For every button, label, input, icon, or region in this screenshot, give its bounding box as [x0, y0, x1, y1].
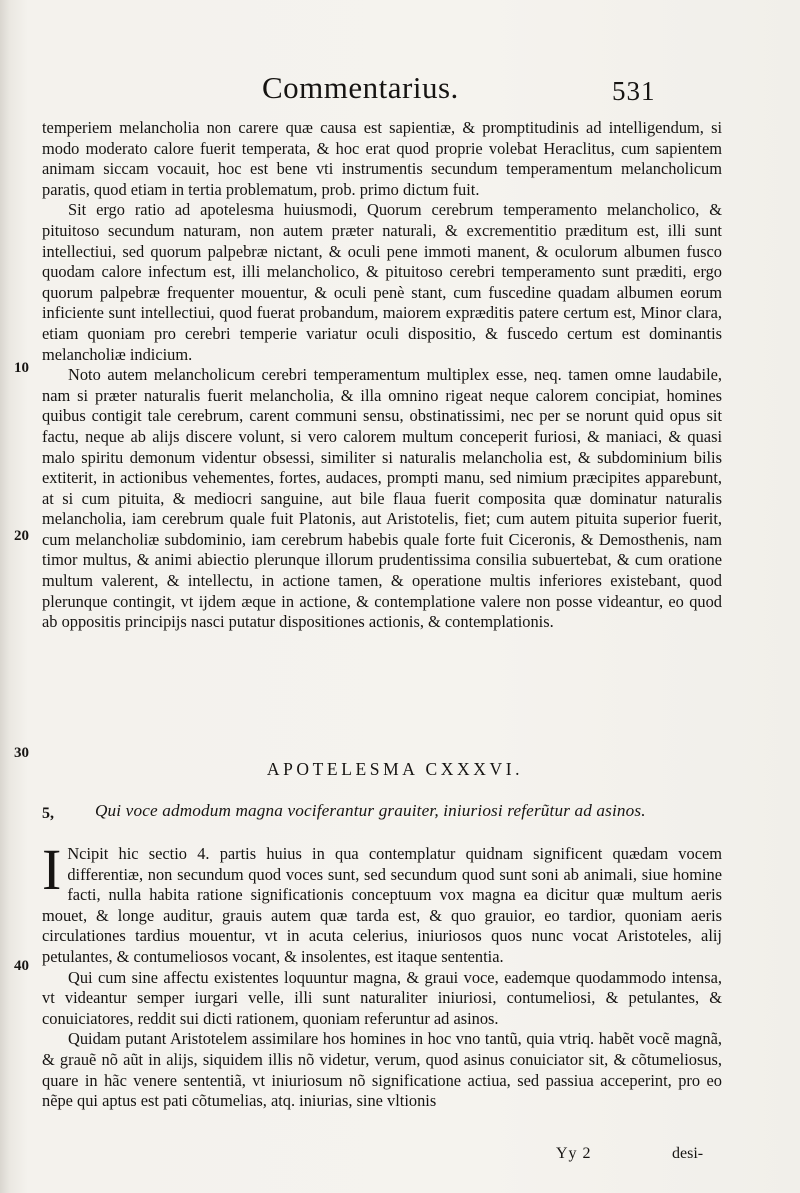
- section-heading: [0, 759, 800, 780]
- section-heading-text: APOTELESMA CXXXVI.: [266, 759, 524, 779]
- running-title: Commentarius.: [262, 70, 459, 105]
- main-text-block: [42, 118, 722, 633]
- commentary-block: [42, 837, 722, 1112]
- commentary-lead-text: Ncipit hic sectio 4. partis huius in qua contemplatur quidnam significent quædam vocem differentiæ, non secundum quod voces sunt, sed secundum quod sunt soni ab animali, siue homine facti, nulla habita ratione significationis conceptuum vox magna ea dicitur quæ multum aeris mouet, & longe auditur, grauis autem quæ tarda est, & quo grauior, eo tardior, quoniam aeris circulationes tardius mouentur, vt in acuta celerius, iniuriosos quos nunc vocat Aristoteles, alij petulantes, & contumeliosos vocant, & insolentes, est itaque sententia.: [42, 844, 722, 966]
- drop-capital: I: [42, 837, 62, 902]
- margin-line-number: 10: [14, 360, 29, 376]
- page-number: 531: [612, 76, 656, 106]
- aphorism-text: Qui voce admodum magna vociferantur grauiter, iniuriosi referũtur ad asinos.: [95, 801, 646, 820]
- margin-line-number: 30: [14, 745, 29, 761]
- commentary-paragraph: Quidam putant Aristotelem assimilare hos homines in hoc vno tantũ, quia vtriq. habẽt vocẽ magnã, & grauẽ nõ aũt in alijs, siquidem illis nõ videtur, verum, quod asinus conuiciator sit, & cõtumeliosus, quare in hãc venere sententiã, vt iniuriosum nõ significatione actiua, sed passiua acceperint, pro eo nẽpe qui aptus est pati cõtumelias, atq. iniurias, sine vltionis: [42, 1029, 722, 1111]
- margin-line-number: 20: [14, 528, 29, 544]
- commentary-paragraph: Qui cum sine affectu existentes loquuntur magna, & graui voce, eademque quodammodo intensa, vt videantur semper iurgari velle, illi sunt naturaliter iniuriosi, contumeliosi, & petulantes, & conuiciatores, reddit sui dicti rationem, quoniam referuntur ad asinos.: [42, 967, 722, 1028]
- page-footer: [0, 1145, 800, 1169]
- text-paragraph: temperiem melancholia non carere quæ causa est sapientiæ, & promptitudinis ad intelligendum, si modo moderato calore fuerit temperata, & hoc erat quod proprie volebat Heraclitus, cum sapientem animam siccam vocauit, hoc est bene vti instrumentis secundum temperamentum melancholicum paratis, quod etiam in tertia problematum, prob. primo dictum fuit.: [42, 118, 722, 199]
- catchword: desi-: [672, 1145, 704, 1162]
- margin-line-number: 40: [14, 958, 29, 974]
- signature-mark: Yy 2: [556, 1145, 592, 1162]
- page-header: [0, 70, 800, 120]
- aphorism-marker: 5,: [42, 805, 54, 822]
- text-paragraph: Sit ergo ratio ad apotelesma huiusmodi, Quorum cerebrum temperamento melancholico, & pituitoso secundum naturam, non autem præter naturali, & excrementitio præditum est, illi sunt intellectiui, sed quorum palpebræ nictant, & oculi pene immoti manent, & oculorum albumen fusco quodam calore infectum est, illi melancholico, & pituitoso cerebri temperamento sunt præditi, ergo quorum palpebræ frequenter mouentur, & oculi penè stant, cum fuscedine quadam albumen eorum inficiente sunt intellectiui, quod fuerat probandum, maiorem expræditis patere certum est, Minor clara, etiam quoniam pro cerebri temperie variatur oculi dispositio, & fuscedo certum est dominantis melancholiæ indicium.: [42, 200, 722, 364]
- commentary-paragraph: [42, 837, 722, 968]
- text-paragraph: Noto autem melancholicum cerebri temperamentum multiplex esse, neq. tamen omne laudabile, nam si præter naturalis fuerit melancholia, & illa omnino rigeat neque calorem concipiat, homines quibus contigit tale cerebrum, carent communi sensu, obstinatissimi, nec per se norunt quid opus sit factu, neque ab alijs discere volunt, si vero calorem multum conceperit furiosi, & maniaci, & quasi malo spiritu demonum videntur obsessi, similiter si naturalis melancholia est, & subdominium bilis extiterit, in actionibus vehementes, fortes, audaces, prompti manu, sed nimium præcipites apparebunt, at si cum pituita, & mediocri sanguine, aut bile flaua fuerit composita quæ dominatur naturalis melancholia, iam cerebrum quale fuit Platonis, aut Aristotelis, fiet; cum autem pituita superior fuerit, cum melancholiæ subdominio, iam cerebrum habebis quale forte fuit Ciceronis, & Demosthenis, nam timor multus, & animi abiectio plerunque illorum prudentissima consilia subuertebat, & cum oratione multum valerent, & intellectu, in actione tamen, & operatione multis inferiores existebant, quod plerunque contingit, vt ijdem æque in actione, & contemplatione valere non posse videantur, eo quod ab oppositis principijs nasci putatur dispositiones actionis, & contemplationis.: [42, 365, 722, 632]
